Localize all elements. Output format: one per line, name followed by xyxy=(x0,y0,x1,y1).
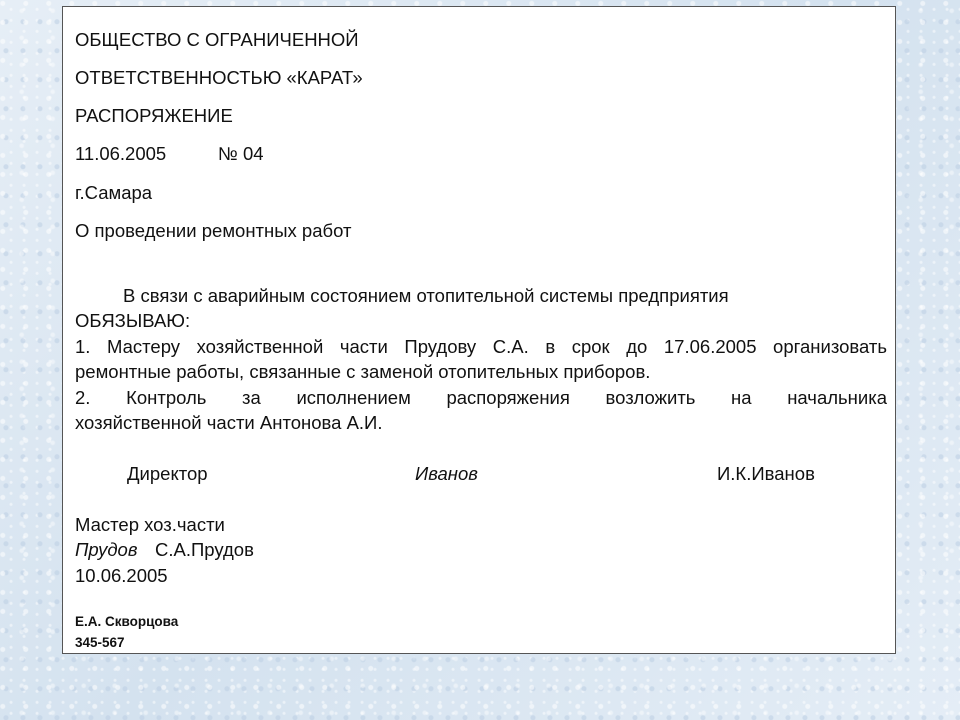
ack-handwritten-signature: Прудов xyxy=(75,539,138,560)
document-city: г.Самара xyxy=(75,182,153,203)
item-1-line-1: 1. Мастеру хозяйственной части Прудову С.А. в срок до 17.06.2005 организовать xyxy=(75,336,887,357)
ack-position: Мастер хоз.части xyxy=(75,514,225,535)
ack-name: С.А.Прудов xyxy=(155,539,254,560)
document-sheet xyxy=(62,6,896,654)
executor-name: Е.А. Скворцова xyxy=(75,614,179,629)
signatory-position: Директор xyxy=(127,463,208,484)
item-2-line-1: 2. Контроль за исполнением распоряжения возложить на начальника xyxy=(75,387,887,408)
ack-date: 10.06.2005 xyxy=(75,565,168,586)
org-name-line-1: ОБЩЕСТВО С ОГРАНИЧЕННОЙ xyxy=(75,29,359,50)
item-1-line-2: ремонтные работы, связанные с заменой отопительных приборов. xyxy=(75,361,651,382)
document-type: РАСПОРЯЖЕНИЕ xyxy=(75,105,233,126)
directive-word: ОБЯЗЫВАЮ: xyxy=(75,310,191,331)
org-name-line-2: ОТВЕТСТВЕННОСТЬЮ «КАРАТ» xyxy=(75,67,363,88)
signatory-name: И.К.Иванов xyxy=(717,463,815,484)
handwritten-signature: Иванов xyxy=(415,463,478,484)
document-subject: О проведении ремонтных работ xyxy=(75,220,352,241)
document-date: 11.06.2005 xyxy=(75,143,167,164)
item-2-line-2: хозяйственной части Антонова А.И. xyxy=(75,412,383,433)
preamble-text: В связи с аварийным состоянием отопительной системы предприятия xyxy=(123,285,729,306)
executor-phone: 345-567 xyxy=(75,635,125,650)
document-number: № 04 xyxy=(218,143,264,164)
